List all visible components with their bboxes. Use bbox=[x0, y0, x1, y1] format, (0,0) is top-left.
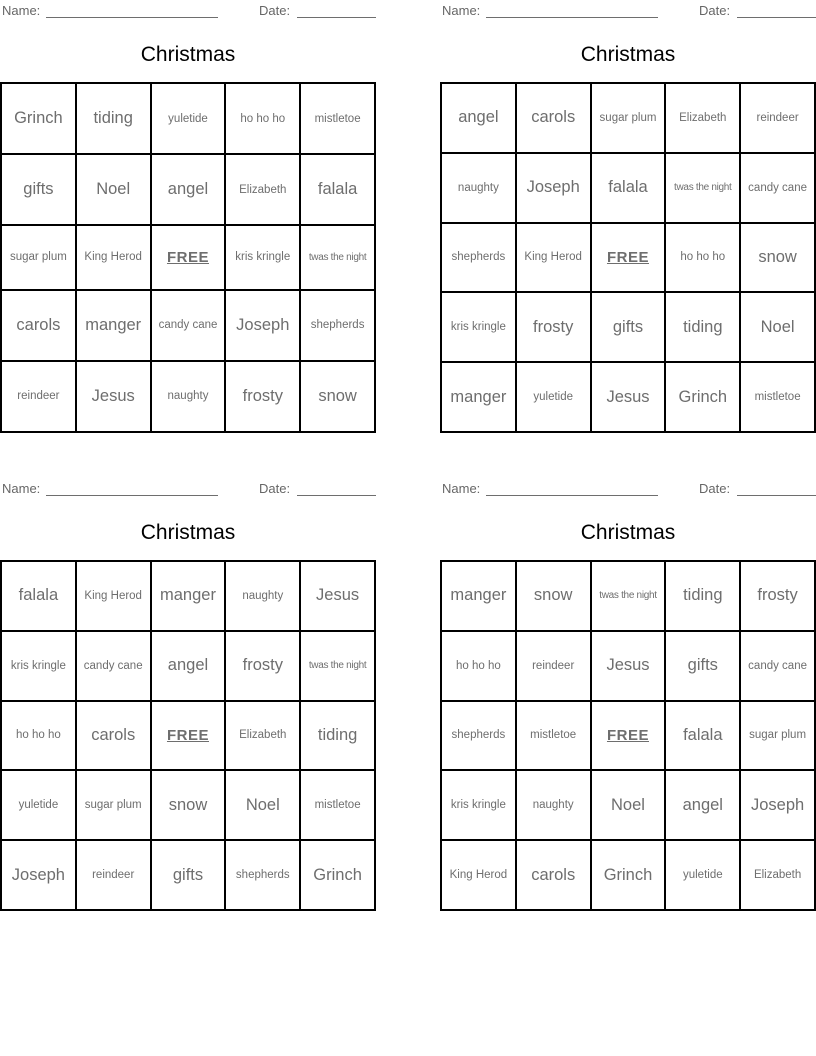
bingo-cell: ho ho ho bbox=[665, 223, 740, 293]
bingo-cell: naughty bbox=[441, 153, 516, 223]
bingo-cell: tiding bbox=[665, 561, 740, 631]
date-label: Date: bbox=[699, 481, 731, 496]
bingo-cell: mistletoe bbox=[516, 701, 591, 771]
bingo-cell: snow bbox=[516, 561, 591, 631]
bingo-row bbox=[1, 225, 375, 289]
bingo-cell: candy cane bbox=[740, 631, 815, 701]
bingo-cell: manger bbox=[441, 561, 516, 631]
date-blank-line bbox=[297, 482, 376, 496]
bingo-cell: naughty bbox=[516, 770, 591, 840]
name-blank-line bbox=[46, 482, 218, 496]
bingo-cell: manger bbox=[76, 290, 151, 361]
bingo-cell: Noel bbox=[740, 292, 815, 362]
bingo-cell: candy cane bbox=[151, 290, 226, 361]
bingo-row bbox=[1, 361, 375, 432]
bingo-cell: Elizabeth bbox=[225, 701, 300, 771]
bingo-cell: Grinch bbox=[665, 362, 740, 432]
bingo-cell: angel bbox=[665, 770, 740, 840]
bingo-cell: gifts bbox=[665, 631, 740, 701]
bingo-cell: shepherds bbox=[300, 290, 375, 361]
date-blank-line bbox=[737, 4, 816, 18]
date-label: Date: bbox=[259, 3, 291, 18]
bingo-cell: shepherds bbox=[225, 840, 300, 910]
bingo-cell: gifts bbox=[1, 154, 76, 225]
bingo-row bbox=[441, 631, 815, 701]
bingo-card bbox=[440, 0, 816, 433]
bingo-row bbox=[1, 154, 375, 225]
card-title: Christmas bbox=[580, 43, 676, 66]
bingo-row bbox=[441, 770, 815, 840]
bingo-cell: twas the night bbox=[300, 225, 375, 289]
bingo-row bbox=[441, 292, 815, 362]
card-meta bbox=[440, 481, 816, 498]
bingo-cell: naughty bbox=[225, 561, 300, 631]
bingo-cell: angel bbox=[151, 631, 226, 701]
bingo-cell: frosty bbox=[225, 361, 300, 432]
bingo-cell: yuletide bbox=[665, 840, 740, 910]
bingo-row bbox=[441, 840, 815, 910]
date-blank-line bbox=[297, 4, 376, 18]
bingo-cell: gifts bbox=[591, 292, 666, 362]
bingo-row bbox=[441, 362, 815, 432]
bingo-cell: angel bbox=[441, 83, 516, 153]
bingo-cell: Elizabeth bbox=[740, 840, 815, 910]
bingo-cell: ho ho ho bbox=[1, 701, 76, 771]
bingo-card bbox=[0, 0, 376, 433]
bingo-row bbox=[441, 153, 815, 223]
free-cell: FREE bbox=[151, 701, 226, 771]
bingo-cell: King Herod bbox=[76, 225, 151, 289]
name-label: Name: bbox=[442, 3, 481, 18]
name-label: Name: bbox=[2, 481, 41, 496]
bingo-cell: falala bbox=[591, 153, 666, 223]
bingo-cell: manger bbox=[441, 362, 516, 432]
bingo-cell: twas the night bbox=[665, 153, 740, 223]
bingo-cell: carols bbox=[1, 290, 76, 361]
bingo-row bbox=[1, 290, 375, 361]
bingo-cell: Joseph bbox=[225, 290, 300, 361]
bingo-row bbox=[1, 840, 375, 910]
bingo-cell: Jesus bbox=[300, 561, 375, 631]
bingo-grid bbox=[0, 560, 376, 911]
bingo-cell: reindeer bbox=[740, 83, 815, 153]
bingo-cell: shepherds bbox=[441, 223, 516, 293]
bingo-cell: reindeer bbox=[76, 840, 151, 910]
bingo-cell: sugar plum bbox=[591, 83, 666, 153]
card-title: Christmas bbox=[580, 521, 676, 544]
bingo-cell: kris kringle bbox=[441, 770, 516, 840]
date-label: Date: bbox=[259, 481, 291, 496]
bingo-cell: tiding bbox=[665, 292, 740, 362]
bingo-cell: King Herod bbox=[76, 561, 151, 631]
bingo-cell: snow bbox=[300, 361, 375, 432]
bingo-cell: kris kringle bbox=[225, 225, 300, 289]
card-title: Christmas bbox=[140, 521, 236, 544]
bingo-cell: yuletide bbox=[516, 362, 591, 432]
bingo-cell: kris kringle bbox=[1, 631, 76, 701]
name-blank-line bbox=[486, 482, 658, 496]
bingo-cell: candy cane bbox=[76, 631, 151, 701]
bingo-cell: candy cane bbox=[740, 153, 815, 223]
free-cell: FREE bbox=[151, 225, 226, 289]
bingo-cell: mistletoe bbox=[740, 362, 815, 432]
bingo-cell: Jesus bbox=[591, 362, 666, 432]
bingo-row bbox=[441, 223, 815, 293]
bingo-cell: gifts bbox=[151, 840, 226, 910]
bingo-row bbox=[1, 561, 375, 631]
card-meta bbox=[0, 481, 376, 498]
bingo-cell: falala bbox=[665, 701, 740, 771]
bingo-cell: Grinch bbox=[591, 840, 666, 910]
bingo-cell: Jesus bbox=[591, 631, 666, 701]
bingo-cell: mistletoe bbox=[300, 83, 375, 154]
bingo-cell: carols bbox=[76, 701, 151, 771]
bingo-row bbox=[1, 770, 375, 840]
bingo-cell: Joseph bbox=[516, 153, 591, 223]
bingo-cell: carols bbox=[516, 83, 591, 153]
bingo-card bbox=[440, 478, 816, 911]
bingo-cell: Grinch bbox=[1, 83, 76, 154]
bingo-cell: Noel bbox=[591, 770, 666, 840]
bingo-cell: falala bbox=[300, 154, 375, 225]
bingo-cell: Elizabeth bbox=[665, 83, 740, 153]
card-meta bbox=[440, 3, 816, 20]
date-label: Date: bbox=[699, 3, 731, 18]
bingo-row bbox=[441, 561, 815, 631]
bingo-cell: Noel bbox=[76, 154, 151, 225]
bingo-cell: snow bbox=[740, 223, 815, 293]
bingo-grid bbox=[440, 82, 816, 433]
bingo-cell: tiding bbox=[300, 701, 375, 771]
bingo-cell: ho ho ho bbox=[225, 83, 300, 154]
bingo-cell: yuletide bbox=[1, 770, 76, 840]
name-label: Name: bbox=[2, 3, 41, 18]
bingo-cell: sugar plum bbox=[76, 770, 151, 840]
bingo-cell: King Herod bbox=[441, 840, 516, 910]
bingo-row bbox=[441, 701, 815, 771]
bingo-cell: yuletide bbox=[151, 83, 226, 154]
bingo-row bbox=[441, 83, 815, 153]
bingo-cell: Joseph bbox=[1, 840, 76, 910]
bingo-cell: twas the night bbox=[591, 561, 666, 631]
name-blank-line bbox=[46, 4, 218, 18]
bingo-cell: Grinch bbox=[300, 840, 375, 910]
bingo-cell: shepherds bbox=[441, 701, 516, 771]
bingo-cell: naughty bbox=[151, 361, 226, 432]
free-cell: FREE bbox=[591, 223, 666, 293]
bingo-cell: reindeer bbox=[516, 631, 591, 701]
bingo-cell: kris kringle bbox=[441, 292, 516, 362]
bingo-cell: falala bbox=[1, 561, 76, 631]
bingo-row bbox=[1, 631, 375, 701]
card-title: Christmas bbox=[140, 43, 236, 66]
bingo-cell: snow bbox=[151, 770, 226, 840]
date-blank-line bbox=[737, 482, 816, 496]
bingo-cell: frosty bbox=[740, 561, 815, 631]
bingo-cell: sugar plum bbox=[740, 701, 815, 771]
bingo-row bbox=[1, 701, 375, 771]
bingo-cell: carols bbox=[516, 840, 591, 910]
bingo-cell: tiding bbox=[76, 83, 151, 154]
bingo-cell: angel bbox=[151, 154, 226, 225]
card-meta bbox=[0, 3, 376, 20]
bingo-card bbox=[0, 478, 376, 911]
bingo-cell: twas the night bbox=[300, 631, 375, 701]
bingo-cell: reindeer bbox=[1, 361, 76, 432]
name-label: Name: bbox=[442, 481, 481, 496]
bingo-cell: sugar plum bbox=[1, 225, 76, 289]
free-cell: FREE bbox=[591, 701, 666, 771]
bingo-cell: mistletoe bbox=[300, 770, 375, 840]
bingo-cell: manger bbox=[151, 561, 226, 631]
bingo-grid bbox=[0, 82, 376, 433]
bingo-row bbox=[1, 83, 375, 154]
name-blank-line bbox=[486, 4, 658, 18]
bingo-cell: frosty bbox=[225, 631, 300, 701]
bingo-cell: King Herod bbox=[516, 223, 591, 293]
bingo-cell: Joseph bbox=[740, 770, 815, 840]
bingo-cell: Elizabeth bbox=[225, 154, 300, 225]
bingo-cell: ho ho ho bbox=[441, 631, 516, 701]
bingo-cell: Jesus bbox=[76, 361, 151, 432]
bingo-cell: Noel bbox=[225, 770, 300, 840]
bingo-cell: frosty bbox=[516, 292, 591, 362]
bingo-grid bbox=[440, 560, 816, 911]
